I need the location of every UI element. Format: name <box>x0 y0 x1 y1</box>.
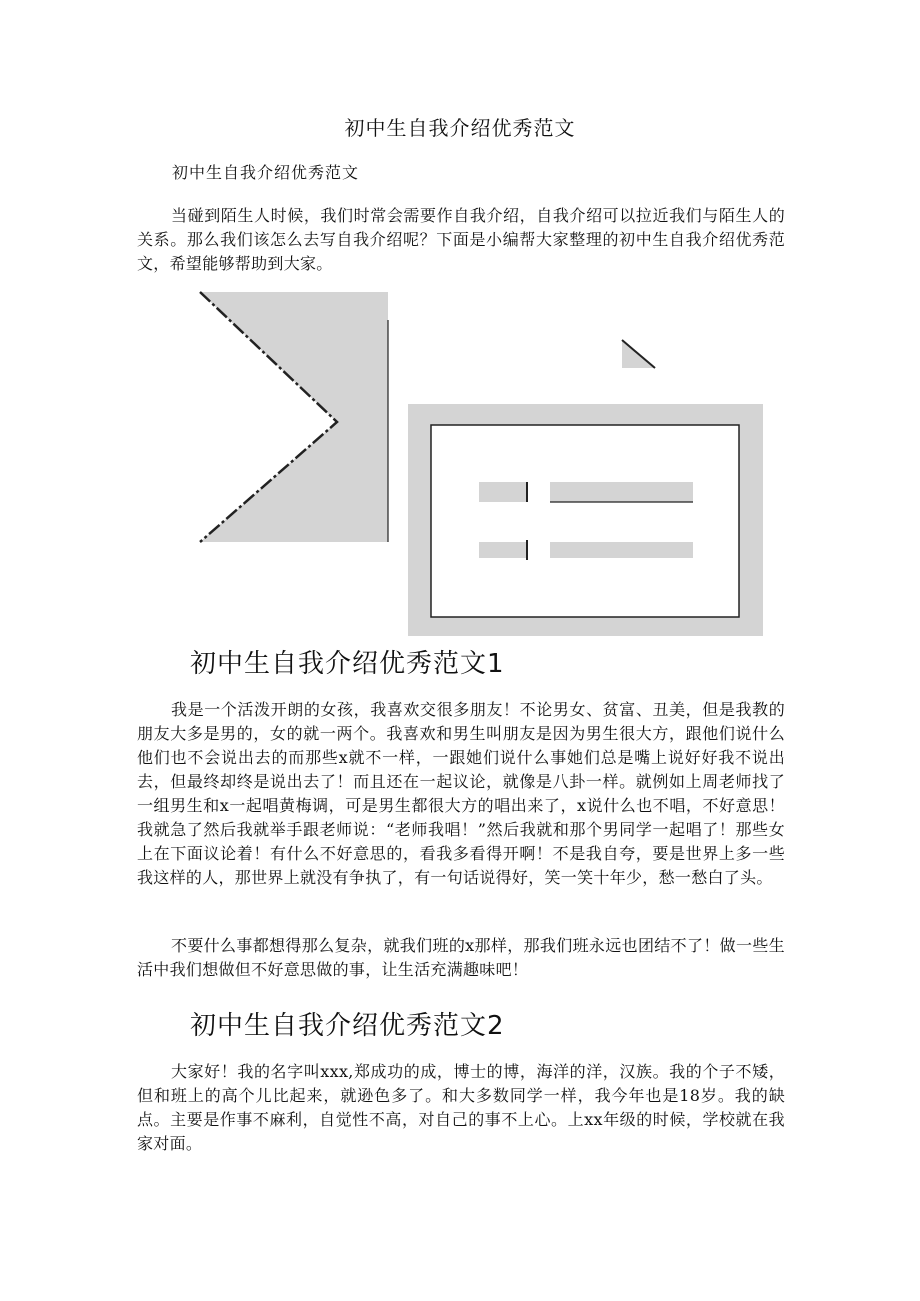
decorative-figure <box>0 0 920 650</box>
card-row2-long-bar <box>550 542 693 558</box>
card-row1-short-bar <box>479 482 527 502</box>
section-1-paragraph-2: 不要什么事都想得那么复杂，就我们班的x那样，那我们班永远也团结不了！做一些生活中我们想做但不好意思做的事，让生活充满趣味吧！ <box>137 936 785 979</box>
section-2-heading: 初中生自我介绍优秀范文2 <box>190 1011 505 1041</box>
section-1-heading: 初中生自我介绍优秀范文1 <box>190 649 505 679</box>
card-inner <box>431 425 739 617</box>
intro-paragraph: 当碰到陌生人时候，我们时常会需要作自我介绍，自我介绍可以拉近我们与陌生人的关系。那么我们该怎么去写自我介绍呢？下面是小编帮大家整理的初中生自我介绍优秀范文，希望能够帮助到大家。 <box>137 206 785 273</box>
section-1-paragraph-1: 我是一个活泼开朗的女孩，我喜欢交很多朋友！不论男女、贫富、丑美，但是我教的朋友大多是男的，女的就一两个。我喜欢和男生叫朋友是因为男生很大方，跟他们说什么他们也不会说出去的而那些x就不一样，一跟她们说什么事她们总是嘴上说好好我不说出去，但最终却终是说出去了！而且还在一起议论，就像是八卦一样。就例如上周老师找了一组男生和x一起唱黄梅调，可是男生都很大方的唱出来了，x说什么也不唱，不好意思！我就急了然后我就举手跟老师说：“老师我唱！”然后我就和那个男同学一起唱了！那些女上在下面议论着！有什么不好意思的，看我多看得开啊！不是我自夸，要是世界上多一些我这样的人，那世界上就没有争执了，有一句话说得好，笑一笑十年少，愁一愁白了头。 <box>137 700 785 887</box>
page-title: 初中生自我介绍优秀范文 <box>344 116 576 140</box>
section-2-paragraph-1: 大家好！我的名字叫xxx,郑成功的成，博士的博，海洋的洋，汉族。我的个子不矮，但和班上的高个儿比起来，就逊色多了。和大多数同学一样，我今年也是18岁。我的缺点。主要是作事不麻利，自觉性不高，对自己的事不上心。上xx年级的时候，学校就在我家对面。 <box>137 1062 785 1153</box>
card-row1-long-bar <box>550 482 693 502</box>
page-subtitle: 初中生自我介绍优秀范文 <box>172 163 360 182</box>
chevron-shape <box>200 292 388 542</box>
card-row2-short-bar <box>479 542 527 558</box>
